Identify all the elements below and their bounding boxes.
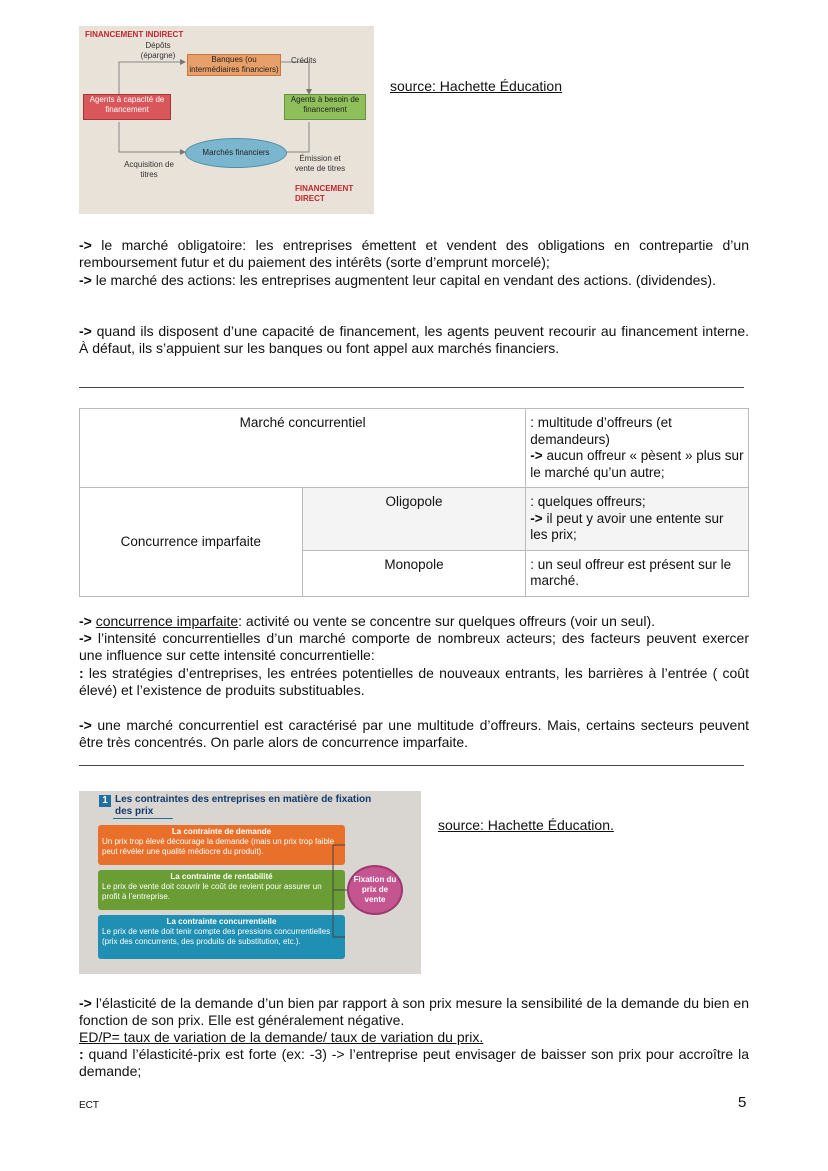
oligopoly-desc: : quelques offreurs; -> il peut y avoir une entente sur les prix;	[526, 488, 749, 551]
oligopoly-cell: Oligopole	[302, 488, 526, 551]
paragraph-bond-market: -> le marché obligatoire: les entreprises émettent et vendent des obligations en contrepartie d’un remboursement futur et du paiement des intérêts (sorte d’emprunt morcelé);	[79, 237, 749, 270]
surplus-agents-box: Agents à capacité de financement	[83, 94, 171, 120]
figure2-title: Les contraintes des entreprises en matière de fixation des prix	[115, 794, 372, 817]
price-constraints-photo	[79, 791, 421, 974]
acquisition-label: Acquisition de titres	[124, 160, 174, 179]
paragraph-intensity: -> l’intensité concurrentielles d’un marché comporte de nombreux acteurs; des facteurs peuvent exercer une influence sur cette intensité concurrentielle:	[79, 630, 749, 663]
paragraph-stock-market: -> le marché des actions: les entreprises augmentent leur capital en vendant des actions. (dividendes).	[79, 272, 716, 288]
demand-constraint: La contrainte de demande Un prix trop élevé décourage la demande (mais un prix trop faible peut révéler une qualité médiocre du produit).	[98, 825, 345, 865]
paragraph-imperfect-competition: -> concurrence imparfaite: activité ou vente se concentre sur quelques offreurs (voir un seul).	[79, 613, 655, 629]
table-row	[80, 488, 749, 551]
financing-diagram-photo	[79, 26, 374, 214]
monopoly-desc: : un seul offreur est présent sur le marché.	[526, 550, 749, 596]
monopoly-cell: Monopole	[302, 550, 526, 596]
credits-label: Crédits	[291, 56, 317, 65]
figure2-source: source: Hachette Éducation.	[438, 817, 614, 833]
paragraph-formula: ED/P= taux de variation de la demande/ taux de variation du prix.	[79, 1029, 484, 1045]
deposits-label: Dépôts (épargne)	[140, 41, 176, 60]
table-row	[80, 409, 749, 488]
competitive-market-desc: : multitude d’offreurs (et demandeurs) -> aucun offreur « pèsent » plus sur le marché qu’un autre;	[526, 409, 749, 488]
deficit-agents-box: Agents à besoin de financement	[284, 94, 366, 120]
indirect-financing-label: FINANCEMENT INDIRECT	[85, 30, 184, 39]
market-structure-table	[79, 408, 749, 597]
direct-financing-label: FINANCEMENT DIRECT	[295, 184, 354, 203]
profitability-constraint: La contrainte de rentabilité Le prix de vente doit couvrir le coût de revient pour assurer un profit à l’entreprise.	[98, 870, 345, 910]
paragraph-factors: : les stratégies d’entreprises, les entrées potentielles de nouveaux entrants, les barrières à l’entrée ( coût élevé) et l’existence de produits substituables.	[79, 665, 749, 698]
paragraph-financing-capacity: -> quand ils disposent d’une capacité de financement, les agents peuvent recourir au financement interne. À défaut, ils s’appuient sur les banques ou font appel aux marchés financiers.	[79, 323, 749, 356]
figure1-source: source: Hachette Éducation	[390, 78, 562, 94]
paragraph-strong-elasticity: : quand l’élasticité-prix est forte (ex: -3) -> l’entreprise peut envisager de baisser son prix pour accroître la demande;	[79, 1046, 749, 1079]
issuance-label: Émission et vente de titres	[294, 154, 346, 173]
competitive-constraint: La contrainte concurrentielle Le prix de vente doit tenir compte des pressions concurrentielles (prix des concurrents, des produits de substitution, etc.).	[98, 915, 345, 959]
footer-label: ECT	[79, 1100, 99, 1111]
page-number: 5	[738, 1094, 747, 1111]
financial-markets-ellipse: Marchés financiers	[185, 138, 287, 168]
paragraph-elasticity: -> l’élasticité de la demande d’un bien par rapport à son prix mesure la sensibilité de la demande du bien en fonction de son prix. Elle est généralement négative.	[79, 995, 749, 1028]
competitive-market-cell: Marché concurrentiel	[80, 409, 526, 488]
imperfect-competition-cell: Concurrence imparfaite	[80, 488, 303, 597]
paragraph-concentration: -> une marché concurrentiel est caractérisé par une multitude d’offreurs. Mais, certains secteurs peuvent être très concentrés. On parle alors de concurrence imparfaite.	[79, 717, 749, 750]
banks-box: Banques (ou intermédiaires financiers)	[187, 54, 281, 76]
price-setting-circle: Fixation du prix de vente	[347, 865, 403, 915]
figure-number: 1	[99, 795, 111, 807]
divider-1	[79, 387, 744, 388]
divider-2	[79, 765, 744, 766]
